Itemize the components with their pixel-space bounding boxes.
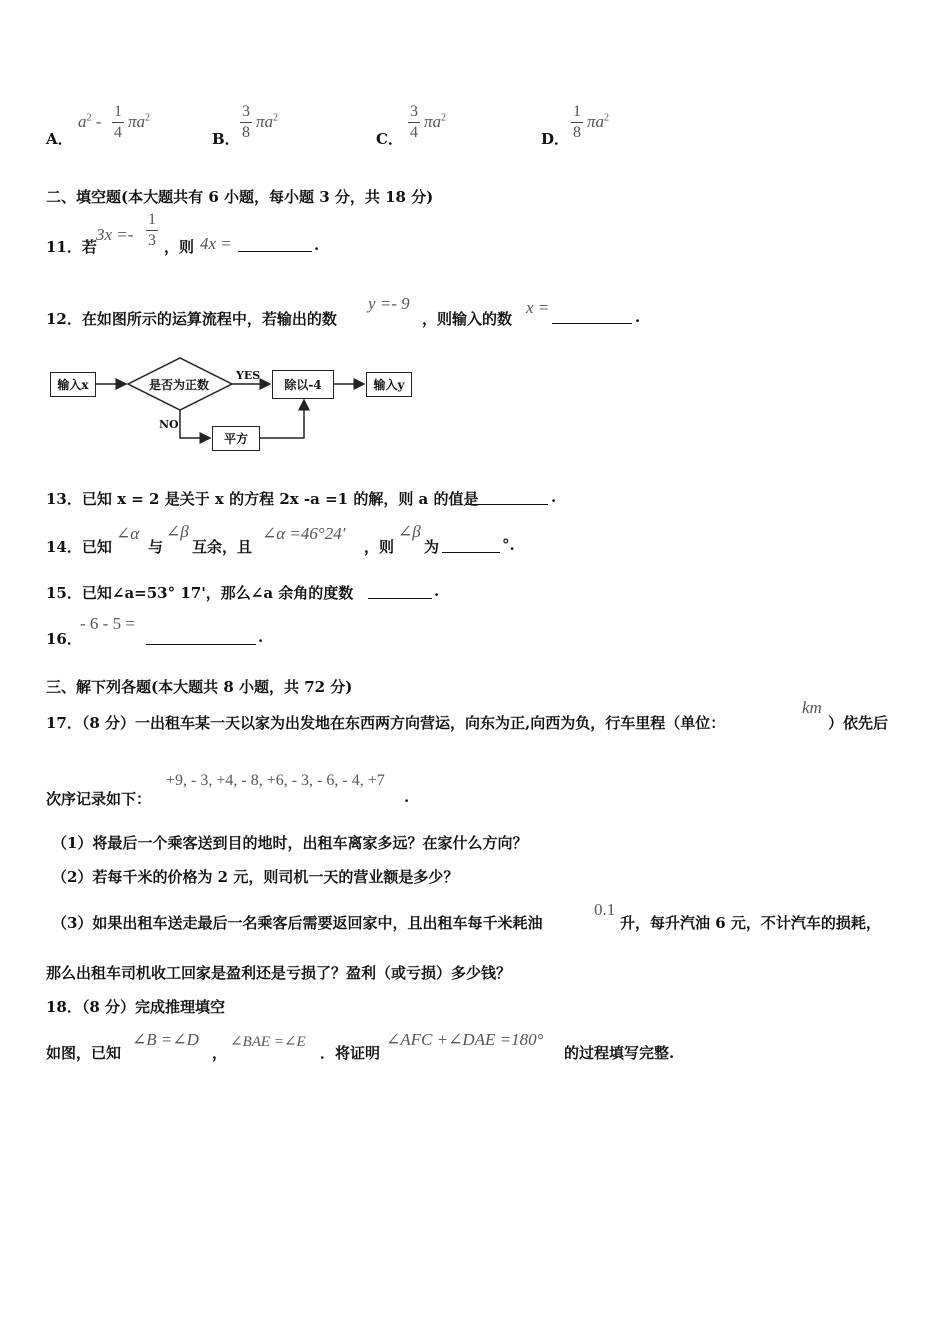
option-c-fraction: $\frac{3}{4}$ bbox=[410, 103, 418, 141]
q14-mid1: 与 bbox=[148, 538, 164, 556]
q14-mid4: 为 bbox=[424, 538, 440, 556]
option-b-tail: $\pi a^2$ bbox=[256, 112, 279, 131]
section-2-title: 二、填空题(本大题共有 6 小题，每小题 3 分，共 18 分) bbox=[46, 188, 434, 206]
flowchart-no-label: NO bbox=[159, 418, 179, 431]
q17-part-3c: 那么出租车司机收工回家是盈利还是亏损了？盈利（或亏损）多少钱？ bbox=[46, 964, 512, 982]
q11-fraction: $\frac{1}{3}$ bbox=[148, 211, 156, 249]
q17-unit: km bbox=[802, 698, 822, 717]
question-14 bbox=[46, 522, 526, 556]
q11-math-lhs: 3x =- bbox=[96, 225, 134, 244]
option-d-label: D． bbox=[541, 130, 570, 148]
flowchart bbox=[46, 352, 426, 462]
q18-goal: ∠AFC +∠DAE =180° bbox=[386, 1030, 544, 1049]
q16-math: - 6 - 5 = bbox=[80, 614, 135, 633]
q17-part-1: （1）将最后一个乘客送到目的地时，出租车离家多远？在家什么方向？ bbox=[52, 834, 528, 852]
question-11 bbox=[46, 212, 446, 260]
option-d-fraction: $\frac{1}{8}$ bbox=[573, 103, 581, 141]
q15-text: 15．已知∠a=53° 17'，那么∠a 余角的度数 bbox=[46, 584, 354, 602]
q11-math-rhs: 4x = bbox=[200, 234, 232, 253]
flowchart-decision-label: 是否为正数 bbox=[149, 378, 210, 392]
q11-answer-blank[interactable] bbox=[238, 238, 312, 252]
q17-line1-end: ）依先后 bbox=[828, 714, 889, 732]
q14-mid2: 互余，且 bbox=[192, 538, 253, 556]
q18-intro: 如图，已知 bbox=[46, 1044, 122, 1062]
q16-end: . bbox=[258, 628, 264, 646]
option-a-fraction: $\frac{1}{4}$ bbox=[114, 103, 122, 141]
q17-part-2: （2）若每千米的价格为 2 元，则司机一天的营业额是多少？ bbox=[52, 868, 459, 886]
q12-mid: ，则输入的数 bbox=[422, 310, 513, 328]
option-c-label: C． bbox=[376, 130, 403, 148]
q11-number: 11．若 bbox=[46, 238, 97, 256]
q18-condition-1: ∠B =∠D bbox=[132, 1030, 199, 1049]
q16-answer-blank[interactable] bbox=[146, 631, 256, 645]
flowchart-divide-box: 除以-4 bbox=[272, 370, 334, 399]
q17-line1: 17．（8 分）一出租车某一天以家为出发地在东西两方向营运，向东为正,向西为负，行车里程（单位： bbox=[46, 714, 726, 732]
arrow-square-back bbox=[260, 400, 304, 438]
q11-end: . bbox=[314, 236, 320, 254]
q14-answer-blank[interactable] bbox=[442, 539, 500, 553]
q14-equation: ∠α =46°24′ bbox=[262, 524, 346, 543]
option-b-fraction: $\frac{3}{8}$ bbox=[242, 103, 250, 141]
q14-angle-beta-2: ∠β bbox=[398, 522, 421, 541]
q17-part-3-value: 0.1 bbox=[594, 900, 616, 919]
q16-number: 16． bbox=[46, 630, 82, 648]
option-a-tail: $\pi a^2$ bbox=[128, 112, 151, 131]
flowchart-square-box: 平方 bbox=[212, 426, 260, 451]
q18-condition-2: ∠BAE =∠E bbox=[230, 1034, 306, 1050]
q12-math-x: x = bbox=[526, 298, 550, 317]
q18-separator: ， bbox=[212, 1044, 228, 1062]
option-c-tail: $\pi a^2$ bbox=[424, 112, 447, 131]
option-b-label: B． bbox=[212, 130, 240, 148]
question-16 bbox=[46, 612, 306, 648]
q17-sequence: +9, - 3, +4, - 8, +6, - 3, - 6, - 4, +7 bbox=[166, 772, 385, 789]
q17-part-3b: 升，每升汽油 6 元，不计汽车的损耗， bbox=[620, 914, 881, 932]
flowchart-yes-label: YES bbox=[236, 369, 261, 382]
q15-answer-blank[interactable] bbox=[368, 585, 432, 599]
q13-text: 13．已知 x = 2 是关于 x 的方程 2x -a =1 的解，则 a 的值是 bbox=[46, 490, 479, 508]
q13-answer-blank[interactable] bbox=[466, 491, 548, 505]
option-d-tail: $\pi a^2$ bbox=[587, 112, 610, 131]
question-13 bbox=[46, 488, 566, 510]
q17-line2-end: . bbox=[404, 788, 410, 806]
q18-statement bbox=[46, 1028, 726, 1064]
q13-end: . bbox=[551, 488, 557, 506]
q18-mid: ．将证明 bbox=[320, 1044, 381, 1062]
q12-math-y: y =- 9 bbox=[368, 294, 410, 313]
q18-title: 18．（8 分）完成推理填空 bbox=[46, 998, 226, 1016]
q18-end: 的过程填写完整. bbox=[564, 1044, 675, 1062]
flowchart-input-box: 输入x bbox=[50, 372, 96, 397]
q14-angle-beta: ∠β bbox=[166, 522, 189, 541]
q12-text: 12．在如图所示的运算流程中，若输出的数 bbox=[46, 310, 337, 328]
question-15 bbox=[46, 582, 466, 604]
q17-part-3a: （3）如果出租车送走最后一名乘客后需要返回家中，且出租车每千米耗油 bbox=[52, 914, 543, 932]
q15-end: . bbox=[434, 582, 440, 600]
section-3-title: 三、解下列各题(本大题共 8 小题，共 72 分) bbox=[46, 678, 353, 696]
q12-end: . bbox=[635, 308, 641, 326]
option-a-label: A． bbox=[46, 130, 73, 148]
q14-end: °. bbox=[502, 536, 515, 554]
q17-line2: 次序记录如下： bbox=[46, 790, 152, 808]
flowchart-output-box: 输入y bbox=[366, 372, 412, 397]
option-a-expr: $a^2$ - bbox=[78, 112, 102, 131]
q14-angle-alpha: ∠α bbox=[116, 524, 140, 543]
question-12 bbox=[46, 294, 666, 328]
q14-number: 14．已知 bbox=[46, 538, 112, 556]
q12-answer-blank[interactable] bbox=[552, 310, 632, 324]
q14-mid3: ，则 bbox=[364, 538, 395, 556]
arrow-no bbox=[180, 410, 210, 438]
q11-mid: ，则 bbox=[164, 238, 195, 256]
